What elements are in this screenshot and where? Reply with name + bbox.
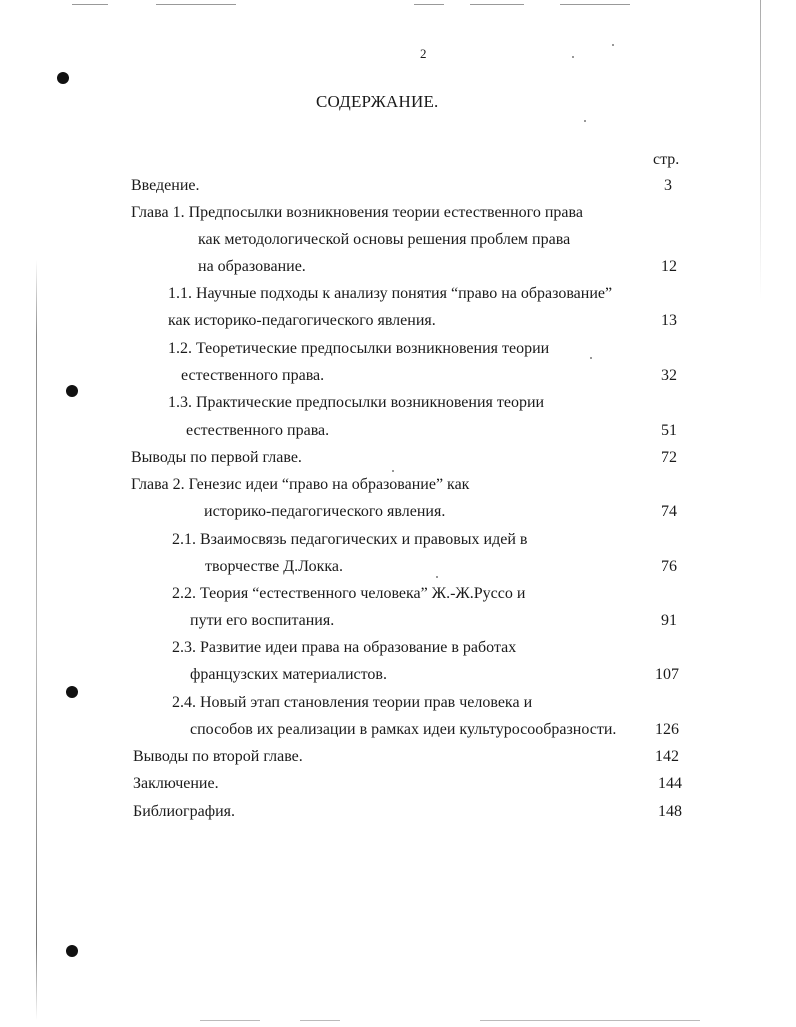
toc-entry-text: Введение. xyxy=(131,177,200,194)
punch-hole xyxy=(66,385,78,397)
toc-entry-page: 107 xyxy=(655,666,679,683)
punch-hole xyxy=(57,72,69,84)
toc-entry-text: Выводы по второй главе. xyxy=(133,748,303,765)
punch-hole xyxy=(66,686,78,698)
scan-mark-top xyxy=(414,4,444,5)
page-column-header: стр. xyxy=(653,151,680,168)
toc-entry-page: 74 xyxy=(661,503,677,520)
scan-mark-top xyxy=(156,4,236,5)
toc-entry-text: 2.3. Развитие идеи права на образование в работах xyxy=(172,639,517,656)
toc-entry-text: на образование. xyxy=(198,258,306,275)
toc-entry-text: естественного права. xyxy=(181,367,325,384)
toc-entry-text: пути его воспитания. xyxy=(190,612,335,629)
toc-entry-text: как историко-педагогического явления. xyxy=(168,312,436,329)
toc-entry-page: 91 xyxy=(661,612,677,629)
toc-entry-text: Глава 1. Предпосылки возникновения теории естественного права xyxy=(131,204,583,221)
toc-entry-text: как методологической основы решения проблем права xyxy=(198,231,571,248)
toc-entry-text: 1.2. Теоретические предпосылки возникновения теории xyxy=(168,340,550,357)
scan-mark-top xyxy=(72,4,108,5)
scan-mark-top xyxy=(560,4,630,5)
page-number: 2 xyxy=(420,46,427,61)
toc-entry-page: 72 xyxy=(661,449,677,466)
scan-speck xyxy=(436,576,438,578)
scan-edge-left xyxy=(36,260,37,1020)
toc-entry-text: 2.2. Теория “естественного человека” Ж.-Ж.Руссо и xyxy=(172,585,526,602)
scan-speck xyxy=(584,120,586,122)
toc-entry-text: 1.3. Практические предпосылки возникновения теории xyxy=(168,394,545,411)
punch-hole xyxy=(66,945,78,957)
toc-entry-page: 142 xyxy=(655,748,679,765)
scan-speck xyxy=(590,357,592,359)
toc-entry-page: 32 xyxy=(661,367,677,384)
toc-entry-text: французских материалистов. xyxy=(190,666,387,683)
toc-entry-page: 144 xyxy=(658,775,682,792)
toc-entry-text: Глава 2. Генезис идеи “право на образование” как xyxy=(131,476,470,493)
toc-entry-page: 12 xyxy=(661,258,677,275)
toc-entry-text: историко-педагогического явления. xyxy=(204,503,446,520)
scan-mark-bottom xyxy=(300,1020,340,1021)
toc-entry-page: 126 xyxy=(655,721,679,738)
toc-entry-text: творчестве Д.Локка. xyxy=(205,558,344,575)
toc-entry-text: Заключение. xyxy=(133,775,219,792)
toc-entry-page: 3 xyxy=(664,177,672,194)
page-title: СОДЕРЖАНИЕ. xyxy=(316,92,439,111)
toc-entry-text: естественного права. xyxy=(186,422,330,439)
toc-entry-page: 51 xyxy=(661,422,677,439)
toc-entry-text: 2.4. Новый этап становления теории прав человека и xyxy=(172,694,533,711)
toc-entry-text: Библиография. xyxy=(133,803,235,820)
toc-entry-text: 1.1. Научные подходы к анализу понятия “право на образование” xyxy=(168,285,613,302)
toc-entry-text: Выводы по первой главе. xyxy=(131,449,302,466)
scan-mark-bottom xyxy=(480,1020,700,1021)
toc-entry-text: способов их реализации в рамках идеи культуросообразности. xyxy=(190,721,617,738)
scan-speck xyxy=(612,44,614,46)
scan-mark-top xyxy=(470,4,524,5)
toc-entry-text: 2.1. Взаимосвязь педагогических и правовых идей в xyxy=(172,531,528,548)
scan-mark-bottom xyxy=(200,1020,260,1021)
toc-entry-page: 76 xyxy=(661,558,677,575)
scan-speck xyxy=(392,470,394,472)
scan-speck xyxy=(572,56,574,58)
scan-edge-right xyxy=(760,0,761,300)
toc-entry-page: 148 xyxy=(658,803,682,820)
toc-entry-page: 13 xyxy=(661,312,677,329)
